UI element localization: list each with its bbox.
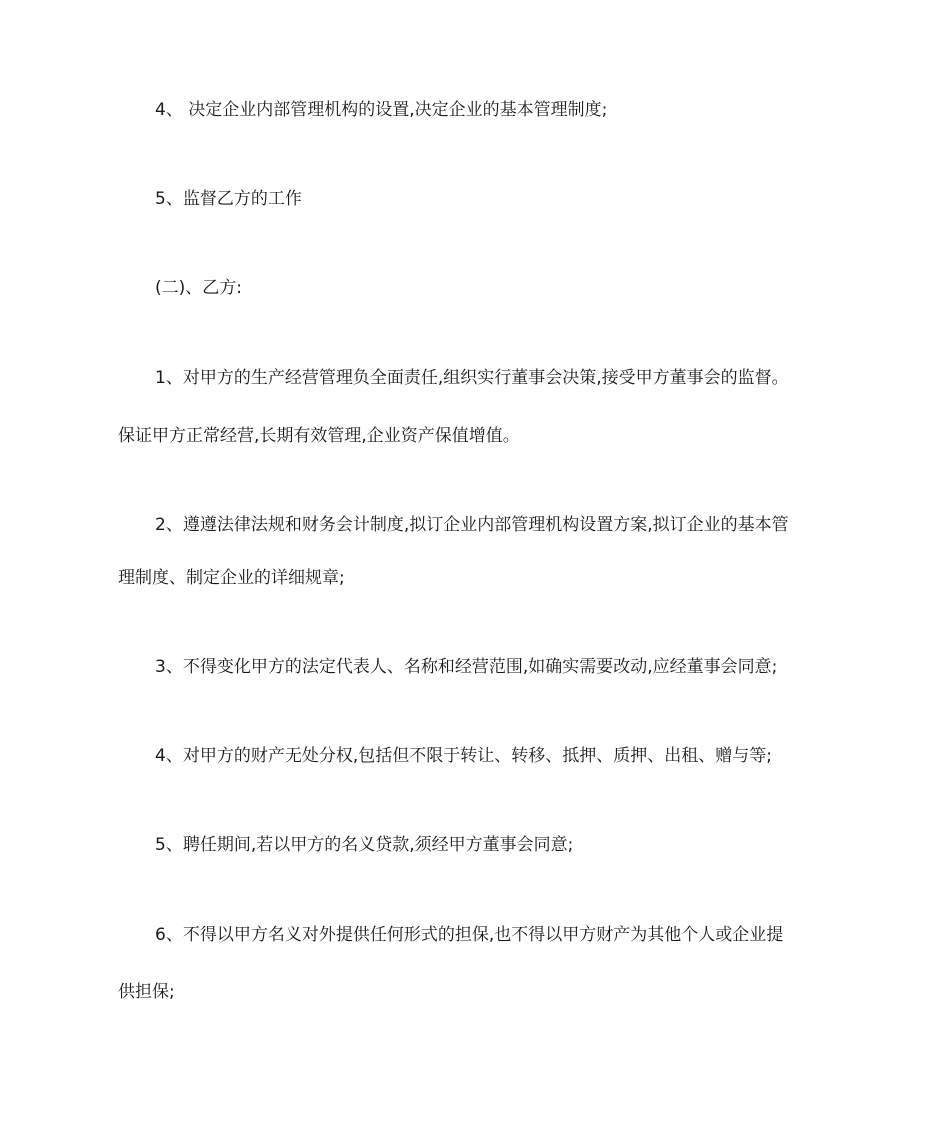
paragraph-4-decide-structure: 4、 决定企业内部管理机构的设置,决定企业的基本管理制度; [155,100,608,120]
paragraph-b4: 4、对甲方的财产无处分权,包括但不限于转让、转移、抵押、质押、出租、赠与等; [155,746,772,766]
paragraph-b1-line1: 1、对甲方的生产经营管理负全面责任,组织实行董事会决策,接受甲方董事会的监督。 [155,368,789,388]
paragraph-b2-line1: 2、遵遵法律法规和财务会计制度,拟订企业内部管理机构设置方案,拟订企业的基本管 [155,515,789,535]
paragraph-b6-line2: 供担保; [118,982,175,1002]
paragraph-b3: 3、不得变化甲方的法定代表人、名称和经营范围,如确实需要改动,应经董事会同意; [155,657,778,677]
paragraph-b2-line2: 理制度、制定企业的详细规章; [118,568,345,588]
section-heading-party-b: (二)、乙方: [155,278,242,298]
paragraph-b5: 5、聘任期间,若以甲方的名义贷款,须经甲方董事会同意; [155,835,574,855]
paragraph-5-supervise: 5、监督乙方的工作 [155,189,302,209]
paragraph-b1-line2: 保证甲方正常经营,长期有效管理,企业资产保值增值。 [118,426,520,446]
paragraph-b6-line1: 6、不得以甲方名义对外提供任何形式的担保,也不得以甲方财产为其他个人或企业提 [155,925,784,945]
